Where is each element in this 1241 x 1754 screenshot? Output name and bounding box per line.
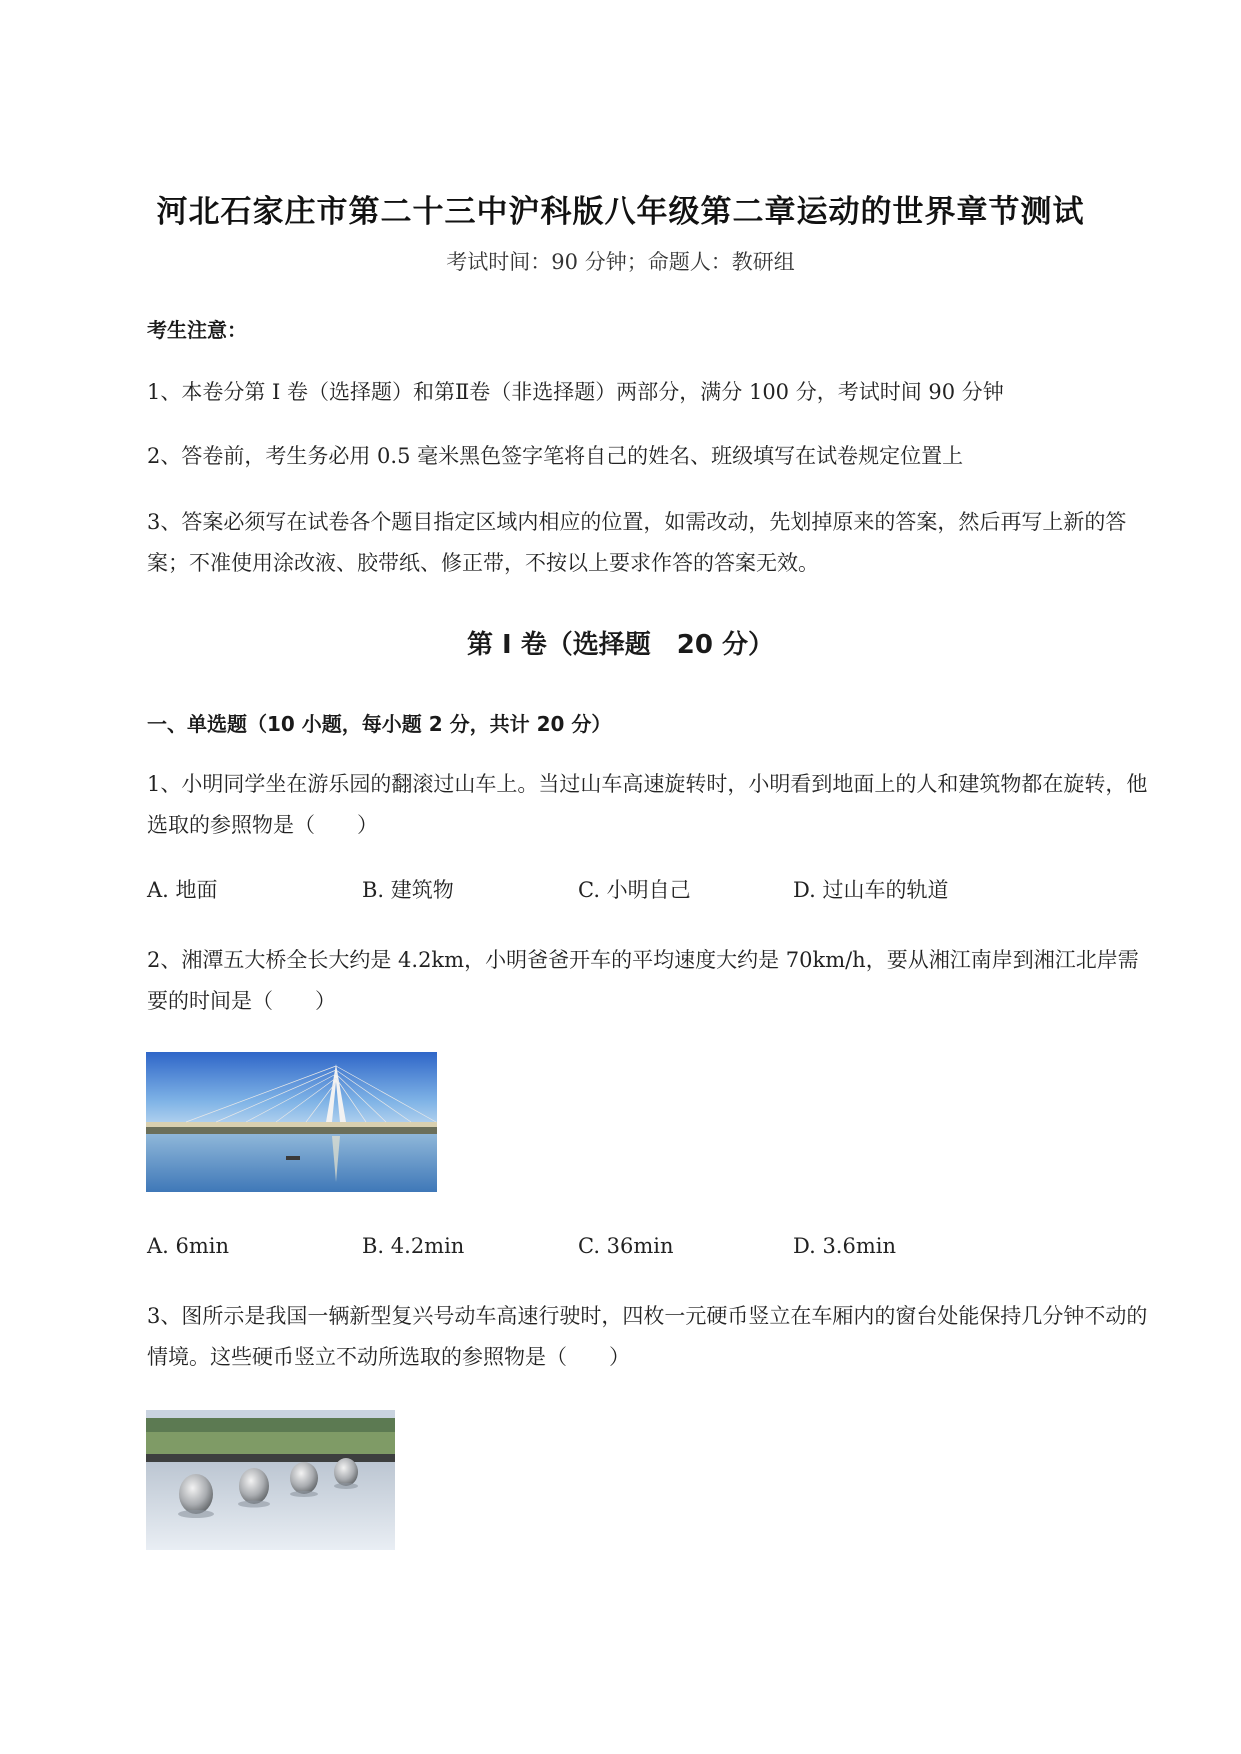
notice-heading: 考生注意： [147, 318, 247, 342]
option-c: C. 小明自己 [578, 878, 691, 902]
notice-item: 2、答卷前，考生务必用 0.5 毫米黑色签字笔将自己的姓名、班级填写在试卷规定位置上 [147, 444, 964, 468]
notice-item: 1、本卷分第 I 卷（选择题）和第Ⅱ卷（非选择题）两部分，满分 100 分，考试时间 90 分钟 [147, 380, 1004, 404]
question-stem: 1、小明同学坐在游乐园的翻滚过山车上。当过山车高速旋转时，小明看到地面上的人和建筑物都在旋转，他选取的参照物是（ ） [147, 772, 1148, 837]
question-group-heading: 一、单选题（10 小题，每小题 2 分，共计 20 分） [147, 712, 612, 736]
option-b: B. 建筑物 [362, 878, 454, 902]
option-a: A. 地面 [147, 878, 218, 902]
exam-info: 考试时间：90 分钟；命题人：教研组 [446, 250, 795, 274]
option-d: D. 3.6min [793, 1234, 896, 1258]
question-stem: 2、湘潭五大桥全长大约是 4.2km，小明爸爸开车的平均速度大约是 70km/h，要从湘江南岸到湘江北岸需要的时间是（ ） [147, 948, 1139, 1013]
option-d: D. 过山车的轨道 [793, 878, 949, 902]
notice-item: 3、答案必须写在试卷各个题目指定区域内相应的位置，如需改动，先划掉原来的答案，然后再写上新的答案；不准使用涂改液、胶带纸、修正带，不按以上要求作答的答案无效。 [147, 510, 1127, 575]
section-title: 第 I 卷（选择题 20 分） [466, 630, 774, 660]
page-title: 河北石家庄市第二十三中沪科版八年级第二章运动的世界章节测试 [156, 194, 1085, 230]
option-c: C. 36min [578, 1234, 674, 1258]
option-a: A. 6min [147, 1234, 230, 1258]
coins-photo [146, 1410, 395, 1550]
question-stem: 3、图所示是我国一辆新型复兴号动车高速行驶时，四枚一元硬币竖立在车厢内的窗台处能保持几分钟不动的情境。这些硬币竖立不动所选取的参照物是（ ） [147, 1304, 1148, 1369]
bridge-photo [146, 1052, 437, 1192]
option-b: B. 4.2min [362, 1234, 465, 1258]
